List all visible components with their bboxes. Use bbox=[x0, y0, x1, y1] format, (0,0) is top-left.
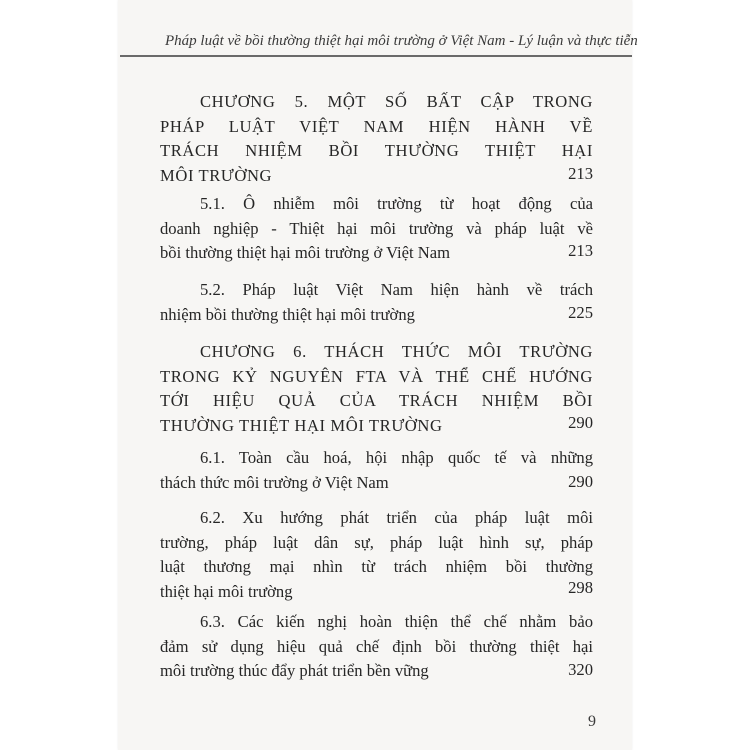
toc-line: THƯỜNG THIỆT HẠI MÔI TRƯỜNG bbox=[160, 415, 443, 435]
page-folio: 9 bbox=[588, 713, 596, 730]
toc-section-6-3 bbox=[160, 610, 593, 684]
toc-line: TRONG KỶ NGUYÊN FTA VÀ THỂ CHẾ HƯỚNG bbox=[160, 366, 593, 386]
toc-line: 6.3. Các kiến nghị hoàn thiện thể chế nhằm bảo bbox=[200, 612, 593, 631]
toc-line: nhiệm bồi thường thiệt hại môi trường bbox=[160, 304, 415, 324]
toc-line: 6.1. Toàn cầu hoá, hội nhập quốc tế và những bbox=[200, 448, 593, 467]
toc-page-number: 225 bbox=[568, 303, 593, 322]
toc-line: CHƯƠNG 6. THÁCH THỨC MÔI TRƯỜNG bbox=[200, 342, 593, 361]
running-head: Pháp luật về bồi thường thiệt hại môi trường ở Việt Nam - Lý luận và thực tiễn bbox=[165, 33, 638, 49]
toc-line: thiệt hại môi trường bbox=[160, 581, 293, 601]
toc-page-number: 290 bbox=[568, 472, 593, 491]
toc-section-5-1 bbox=[160, 192, 593, 266]
toc-line: bồi thường thiệt hại môi trường ở Việt Nam bbox=[160, 243, 451, 263]
toc-line: 5.2. Pháp luật Việt Nam hiện hành về trách bbox=[200, 280, 593, 299]
toc-line: MÔI TRƯỜNG bbox=[160, 165, 273, 185]
toc-line: thách thức môi trường ở Việt Nam bbox=[160, 472, 389, 492]
toc-chapter-5 bbox=[160, 90, 593, 188]
toc-line: môi trường thúc đẩy phát triển bền vững bbox=[160, 661, 429, 681]
toc-page-number: 213 bbox=[568, 164, 593, 183]
toc-section-6-2 bbox=[160, 506, 593, 604]
toc-section-5-2 bbox=[160, 278, 593, 327]
toc-line: 5.1. Ô nhiễm môi trường từ hoạt động của bbox=[200, 194, 593, 213]
toc-page-number: 298 bbox=[568, 578, 593, 597]
toc-line: 6.2. Xu hướng phát triển của pháp luật môi bbox=[200, 508, 593, 527]
toc-page-number: 320 bbox=[568, 660, 593, 679]
toc-line: TRÁCH NHIỆM BỒI THƯỜNG THIỆT HẠI bbox=[160, 141, 593, 161]
toc-chapter-6 bbox=[160, 340, 593, 438]
toc-section-6-1 bbox=[160, 446, 593, 495]
toc-page-number: 213 bbox=[568, 241, 593, 260]
toc-line: PHÁP LUẬT VIỆT NAM HIỆN HÀNH VỀ bbox=[160, 116, 593, 136]
toc-line: doanh nghiệp - Thiệt hại môi trường và pháp luật về bbox=[160, 218, 593, 238]
header-rule bbox=[120, 55, 632, 57]
toc-line: TỚI HIỆU QUẢ CỦA TRÁCH NHIỆM BỒI bbox=[160, 391, 593, 411]
toc-line: luật thương mại nhìn từ trách nhiệm bồi thường bbox=[160, 557, 593, 577]
toc-line: trường, pháp luật dân sự, pháp luật hình sự, pháp bbox=[160, 532, 593, 552]
toc-line: CHƯƠNG 5. MỘT SỐ BẤT CẬP TRONG bbox=[200, 92, 593, 111]
toc-page-number: 290 bbox=[568, 413, 593, 432]
toc-line: đảm sử dụng hiệu quả chế định bồi thường thiệt hại bbox=[160, 636, 593, 656]
